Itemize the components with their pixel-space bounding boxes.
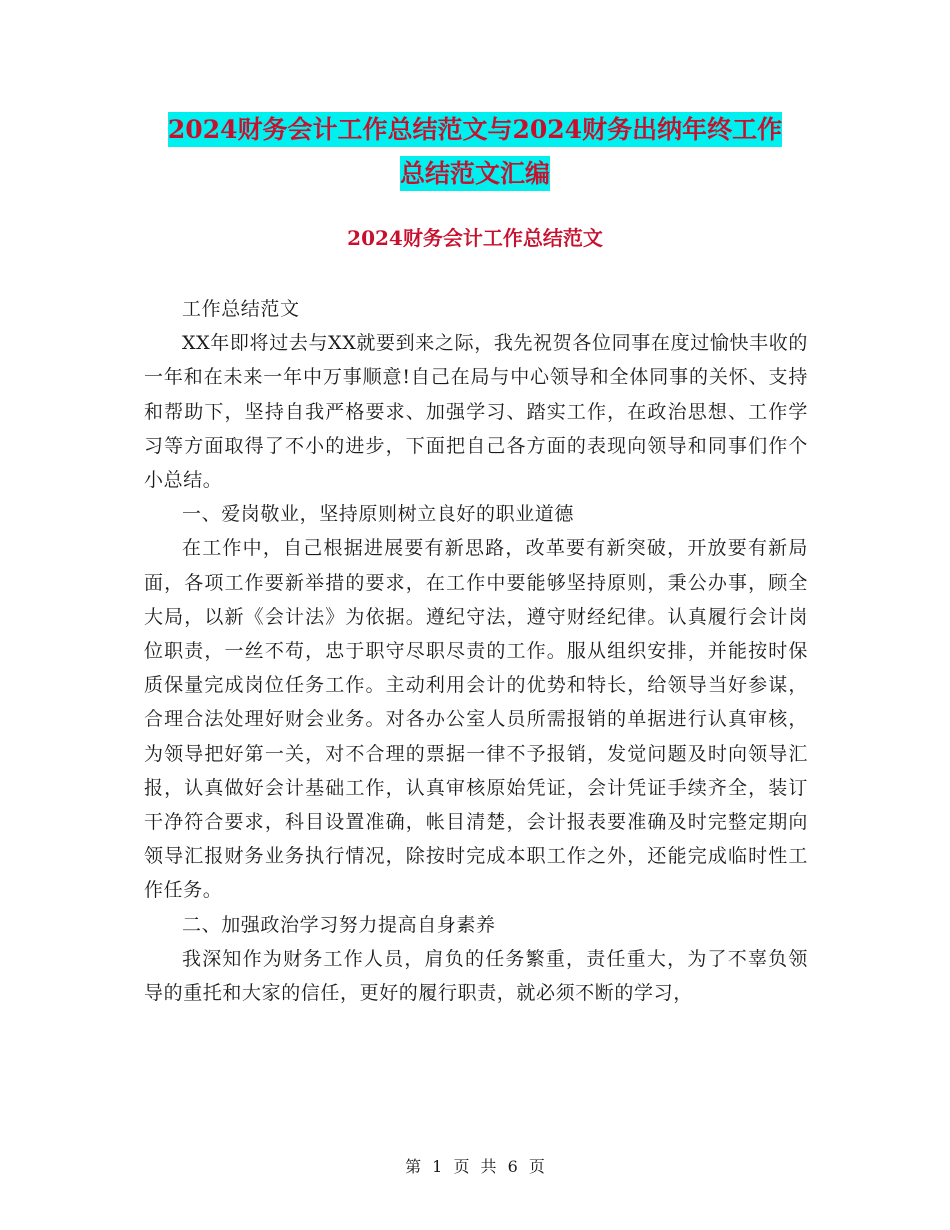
section-title: 2024财务会计工作总结范文 xyxy=(347,226,603,250)
paragraph-section-1: 在工作中，自己根据进展要有新思路，改革要有新突破，开放要有新局面，各项工作要新举措的要求，在工作中要能够坚持原则，秉公办事，顾全大局，以新《会计法》为依据。遵纪守法，遵守财经纪律。认真履行会计岗位职责，一丝不苟，忠于职守尽职尽责的工作。服从组织安排，并能按时保质保量完成岗位任务工作。主动利用会计的优势和特长，给领导当好参谋，合理合法处理好财会业务。对各办公室人员所需报销的单据进行认真审核，为领导把好第一关，对不合理的票据一律不予报销，发觉问题及时向领导汇报，认真做好会计基础工作，认真审核原始凭证，会计凭证手续齐全，装订干净符合要求，科目设置准确，帐目清楚，会计报表要准确及时完整定期向领导汇报财务业务执行情况，除按时完成本职工作之外，还能完成临时性工作任务。 xyxy=(144,537,808,902)
heading-section-1: 一、爱岗敬业，坚持原则树立良好的职业道德 xyxy=(182,503,575,526)
paragraph-section-2: 我深知作为财务工作人员，肩负的任务繁重，责任重大，为了不辜负领导的重托和大家的信任，更好的履行职责，就必须不断的学习， xyxy=(144,947,808,1005)
page-footer: 第 1 页 共 6 页 xyxy=(405,1157,545,1176)
paragraph-intro: XX年即将过去与XX就要到来之际，我先祝贺各位同事在度过愉快丰收的一年和在未来一年中万事顺意!自己在局与中心领导和全体同事的关怀、支持和帮助下，坚持自我严格要求、加强学习、踏实工作，在政治思想、工作学习等方面取得了不小的进步，下面把自己各方面的表现向领导和同事们作个小总结。 xyxy=(144,332,808,492)
document-body xyxy=(144,292,808,1010)
heading-section-2: 二、加强政治学习努力提高自身素养 xyxy=(182,913,496,936)
document-title-line-2: 总结范文汇编 xyxy=(400,156,550,191)
paragraph-subtitle: 工作总结范文 xyxy=(182,298,300,320)
document-title xyxy=(140,108,810,196)
document-title-line-1: 2024财务会计工作总结范文与2024财务出纳年终工作 xyxy=(168,112,782,147)
